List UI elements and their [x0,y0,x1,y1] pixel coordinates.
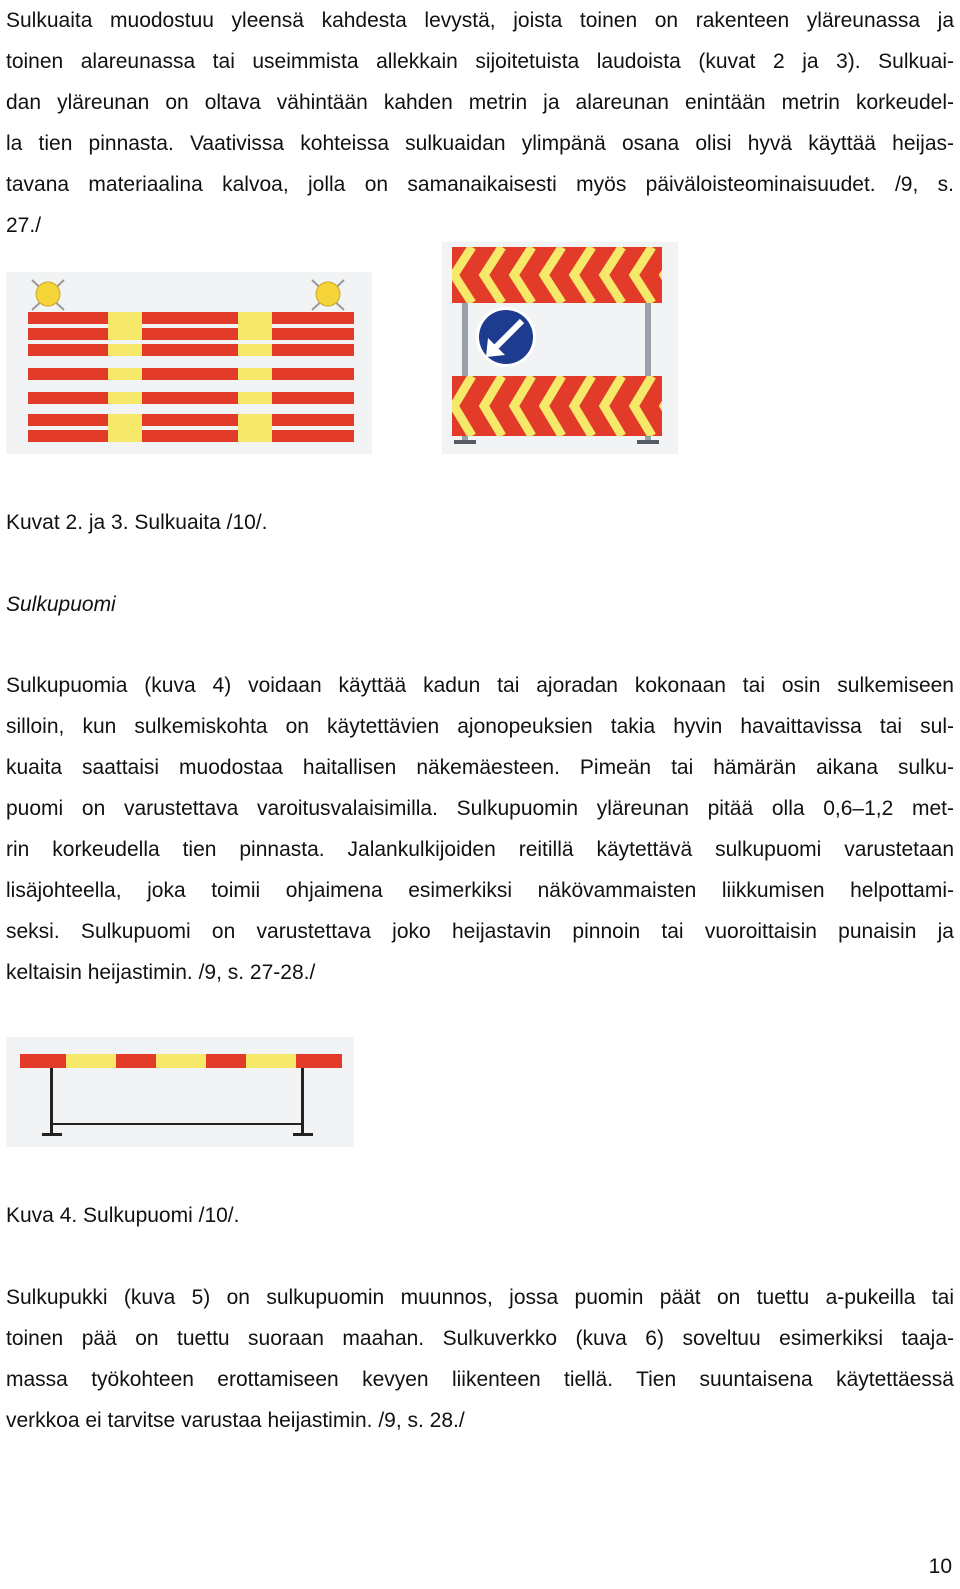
boom-bar [20,1054,342,1068]
paragraph-1 [6,0,954,246]
text-line: tavana materiaalina kalvoa, jolla on samanaikaisesti myös päiväloisteominaisuudet. /9, s. [6,173,954,196]
figure-2-barrier-fence [6,272,372,454]
barrier-fence-illustration [6,272,372,454]
figure-caption: Kuva 4. Sulkupuomi /10/. [6,1204,240,1227]
post-foot [637,440,659,444]
boom-foot [293,1133,313,1136]
chevron-barrier-illustration [442,242,678,454]
text-line: Sulkupukki (kuva 5) on sulkupuomin muunnos, jossa puomin päät on tuettu a-pukeilla tai [6,1286,954,1309]
boom-foot [42,1133,62,1136]
text-line: massa työkohteen erottamiseen kevyen liikenteen tiellä. Tien suuntaisena käytettäessä [6,1368,954,1391]
fence-board [28,392,354,404]
guide-rail [50,1123,304,1125]
text-line: toinen pää on tuettu suoraan maahan. Sulkuverkko (kuva 6) soveltuu esimerkiksi taaja- [6,1327,954,1350]
figure-caption: Kuvat 2. ja 3. Sulkuaita /10/. [6,511,268,534]
text-line: rin korkeudella tien pinnasta. Jalankulkijoiden reitillä käytettävä sulkupuomi varustetaan [6,838,954,861]
text-line: puomi on varustettava varoitusvalaisimilla. Sulkupuomin yläreunan pitää olla 0,6–1,2 met- [6,797,954,820]
paragraph-3 [6,1277,954,1441]
keep-left-sign-icon [476,307,536,367]
text-line: Sulkupuomia (kuva 4) voidaan käyttää kadun tai ajoradan kokonaan tai osin sulkemiseen [6,674,954,697]
text-line: verkkoa ei tarvitse varustaa heijastimin. /9, s. 28./ [6,1409,465,1432]
text-line: lisäjohteella, joka toimii ohjaimena esimerkiksi näkövammaisten liikkumisen helpottami- [6,879,954,902]
text-line: silloin, kun sulkemiskohta on käytettävien ajonopeuksien takia hyvin havaittavissa tai sul- [6,715,954,738]
warning-lamp-icon [32,280,64,310]
text-line: toinen alareunassa tai useimmista allekkain sijoitetuista laudoista (kuvat 2 ja 3). Sulkuai- [6,50,954,73]
fence-board [28,344,354,356]
chevron-panel-top [452,247,678,303]
text-line: la tien pinnasta. Vaativissa kohteissa sulkuaidan ylimpänä osana olisi hyvä käyttää heijas- [6,132,954,155]
text-line: 27./ [6,214,42,237]
figure-3-chevron-barrier [442,242,678,454]
text-line: keltaisin heijastimin. /9, s. 27-28./ [6,961,316,984]
paragraph-2 [6,665,954,993]
section-heading: Sulkupuomi [6,593,116,616]
chevron-panel-bottom [452,376,678,436]
page-number: 10 [928,1555,952,1578]
text-line: kuaita saattaisi muodostaa haitallisen näkemäesteen. Pimeän tai hämärän aikana sulku- [6,756,954,779]
text-line: Sulkuaita muodostuu yleensä kahdesta levystä, joista toinen on rakenteen yläreunassa ja [6,9,954,32]
fence-board [28,368,354,380]
warning-lamp-icon [312,280,344,310]
figure-4-barrier-boom [6,1037,354,1147]
barrier-boom-illustration [6,1037,354,1147]
post-foot [454,440,476,444]
text-line: dan yläreunan on oltava vähintään kahden metrin ja alareunan enintään metrin korkeudel- [6,91,954,114]
text-line: seksi. Sulkupuomi on varustettava joko heijastavin pinnoin tai vuoroittaisin punaisin ja [6,920,954,943]
